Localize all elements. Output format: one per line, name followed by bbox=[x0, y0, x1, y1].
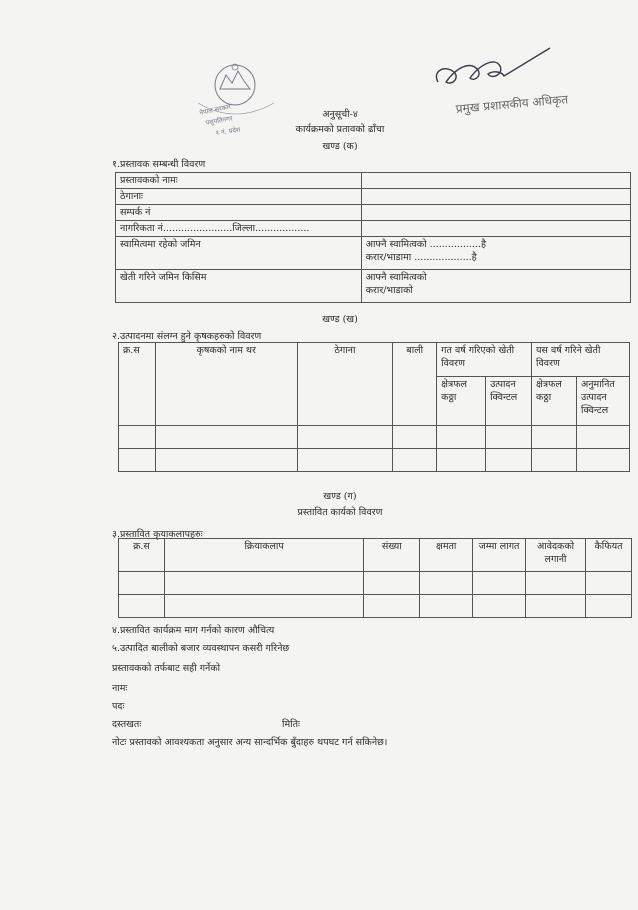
col-this-year-header: यस वर्ष गरिने खेती विवरण bbox=[532, 343, 630, 377]
section3-heading: ३.प्रस्तावित कृयाकलापहरुः bbox=[112, 529, 203, 540]
cell[interactable] bbox=[473, 572, 526, 595]
cell[interactable] bbox=[297, 426, 393, 449]
activities-table bbox=[118, 538, 632, 618]
col-sn-header: क्र.स bbox=[119, 539, 165, 572]
seal-line2: पशुपतिनगर bbox=[204, 114, 234, 127]
note-text: नोटः प्रस्तावको आवश्यकता अनुसार अन्य सान्दर्भिक बुँदाहरु थपघट गर्न सकिनेछ। bbox=[112, 737, 388, 748]
cell[interactable] bbox=[532, 449, 577, 472]
table-row bbox=[116, 270, 631, 303]
cell[interactable] bbox=[297, 449, 393, 472]
col-remarks-header: कैफियत bbox=[586, 539, 632, 572]
contact-label: सम्पर्क नं bbox=[116, 205, 362, 221]
table-row bbox=[119, 572, 632, 595]
table-row bbox=[119, 449, 630, 472]
cell[interactable] bbox=[586, 572, 632, 595]
cell[interactable] bbox=[393, 426, 437, 449]
post-label: पदः bbox=[112, 701, 125, 712]
col-applicant-investment-header: आवेदकको लगानी bbox=[526, 539, 586, 572]
schedule-label: अनुसूची-४ bbox=[322, 109, 358, 120]
cell[interactable] bbox=[437, 426, 486, 449]
table-row bbox=[116, 189, 631, 205]
proposer-name-label: प्रस्तावकको नामः bbox=[116, 173, 362, 189]
farm-land-type-field[interactable] bbox=[361, 270, 630, 303]
section2-heading: २.उत्पादनमा संलग्न हुने कृषकहरुको विवरण bbox=[112, 331, 262, 342]
owned-land-field[interactable] bbox=[361, 237, 630, 270]
farmers-table bbox=[118, 342, 630, 472]
cell[interactable] bbox=[164, 572, 363, 595]
lease-text: करार/भाडामा ...................है bbox=[365, 252, 477, 263]
cell[interactable] bbox=[486, 449, 532, 472]
sub-area-header: क्षेत्रफल कठ्ठा bbox=[437, 377, 486, 426]
col-crop-header: बाली bbox=[393, 343, 437, 426]
col-sn-header: क्र.स bbox=[119, 343, 156, 426]
signature-caption: प्रमुख प्रशासकीय अधिकृत bbox=[455, 92, 569, 116]
name-label: नामः bbox=[112, 683, 128, 694]
section1-heading: १.प्रस्तावक सम्बन्धी विवरण bbox=[112, 159, 206, 170]
col-quantity-header: संख्या bbox=[364, 539, 420, 572]
col-capacity-header: क्षमता bbox=[420, 539, 473, 572]
section-kha-heading: खण्ड (ख) bbox=[322, 314, 358, 325]
table-row bbox=[116, 221, 631, 237]
cell[interactable] bbox=[437, 449, 486, 472]
sub-estimated-production-header: अनुमानित उत्पादन क्विन्टल bbox=[577, 377, 630, 426]
section-ga-title: प्रस्तावित कार्यको विवरण bbox=[297, 507, 383, 518]
lease-text-2: करार/भाडाको bbox=[365, 285, 413, 296]
col-last-year-header: गत वर्ष गरिएको खेती विवरण bbox=[437, 343, 532, 377]
sub-area-header-2: क्षेत्रफल कठ्ठा bbox=[532, 377, 577, 426]
col-activity-header: क्रियाकलाप bbox=[164, 539, 363, 572]
address-label: ठेगानाः bbox=[116, 189, 362, 205]
form-title: कार्यक्रमको प्रतावको ढाँचा bbox=[295, 124, 385, 135]
seal-line3: १ नं. प्रदेश bbox=[215, 125, 241, 137]
table-row bbox=[119, 426, 630, 449]
cell[interactable] bbox=[526, 572, 586, 595]
table-row bbox=[116, 237, 631, 270]
cell[interactable] bbox=[364, 595, 420, 618]
col-total-cost-header: जम्मा लागत bbox=[473, 539, 526, 572]
cell[interactable] bbox=[119, 426, 156, 449]
cell[interactable] bbox=[164, 595, 363, 618]
cell[interactable] bbox=[393, 449, 437, 472]
date-label: मितिः bbox=[282, 719, 300, 730]
citizenship-field[interactable] bbox=[361, 221, 630, 237]
cell[interactable] bbox=[119, 595, 165, 618]
own-ownership-text: आफ्नै स्वामित्वको .................है bbox=[365, 239, 487, 250]
farm-land-type-label: खेती गरिने जमिन किसिम bbox=[116, 270, 362, 303]
col-address-header: ठेगाना bbox=[297, 343, 393, 426]
cell[interactable] bbox=[532, 426, 577, 449]
proposer-name-field[interactable] bbox=[361, 173, 630, 189]
sub-production-header: उत्पादन क्विन्टल bbox=[486, 377, 532, 426]
table-header-row bbox=[119, 343, 630, 377]
cell[interactable] bbox=[119, 572, 165, 595]
official-seal-icon bbox=[188, 45, 283, 140]
table-row bbox=[119, 595, 632, 618]
citizenship-label: नागरिकता नं.......................जिल्ला.................. bbox=[116, 221, 362, 237]
col-farmer-name-header: कृषकको नाम थर bbox=[155, 343, 297, 426]
cell[interactable] bbox=[364, 572, 420, 595]
own-ownership-text-2: आफ्नै स्वामित्वको bbox=[365, 272, 427, 283]
section-ka-heading: खण्ड (क) bbox=[322, 141, 358, 152]
cell[interactable] bbox=[577, 449, 630, 472]
item5-market-management: ५.उत्पादित बालीको बजार व्यवस्थापन कसरी गरिनेछ bbox=[112, 643, 290, 654]
seal-line1: नेपाल सरकार bbox=[198, 102, 232, 117]
table-row bbox=[116, 173, 631, 189]
owned-land-label: स्वामित्वमा रहेको जमिन bbox=[116, 237, 362, 270]
table-row bbox=[116, 205, 631, 221]
cell[interactable] bbox=[577, 426, 630, 449]
section-ga-heading: खण्ड (ग) bbox=[323, 491, 357, 502]
contact-field[interactable] bbox=[361, 205, 630, 221]
cell[interactable] bbox=[155, 449, 297, 472]
cell[interactable] bbox=[526, 595, 586, 618]
cell[interactable] bbox=[586, 595, 632, 618]
item4-justification: ४.प्रस्तावित कार्यक्रम माग गर्नको कारण औचित्य bbox=[112, 625, 275, 636]
cell[interactable] bbox=[155, 426, 297, 449]
table-header-row bbox=[119, 539, 632, 572]
cell[interactable] bbox=[119, 449, 156, 472]
cell[interactable] bbox=[486, 426, 532, 449]
address-field[interactable] bbox=[361, 189, 630, 205]
proposer-details-table bbox=[115, 172, 631, 303]
cell[interactable] bbox=[473, 595, 526, 618]
cell[interactable] bbox=[420, 572, 473, 595]
signer-label: प्रस्तावकको तर्फबाट सही गर्नेको bbox=[112, 663, 221, 674]
signature-label: दस्तखतः bbox=[112, 719, 142, 730]
cell[interactable] bbox=[420, 595, 473, 618]
